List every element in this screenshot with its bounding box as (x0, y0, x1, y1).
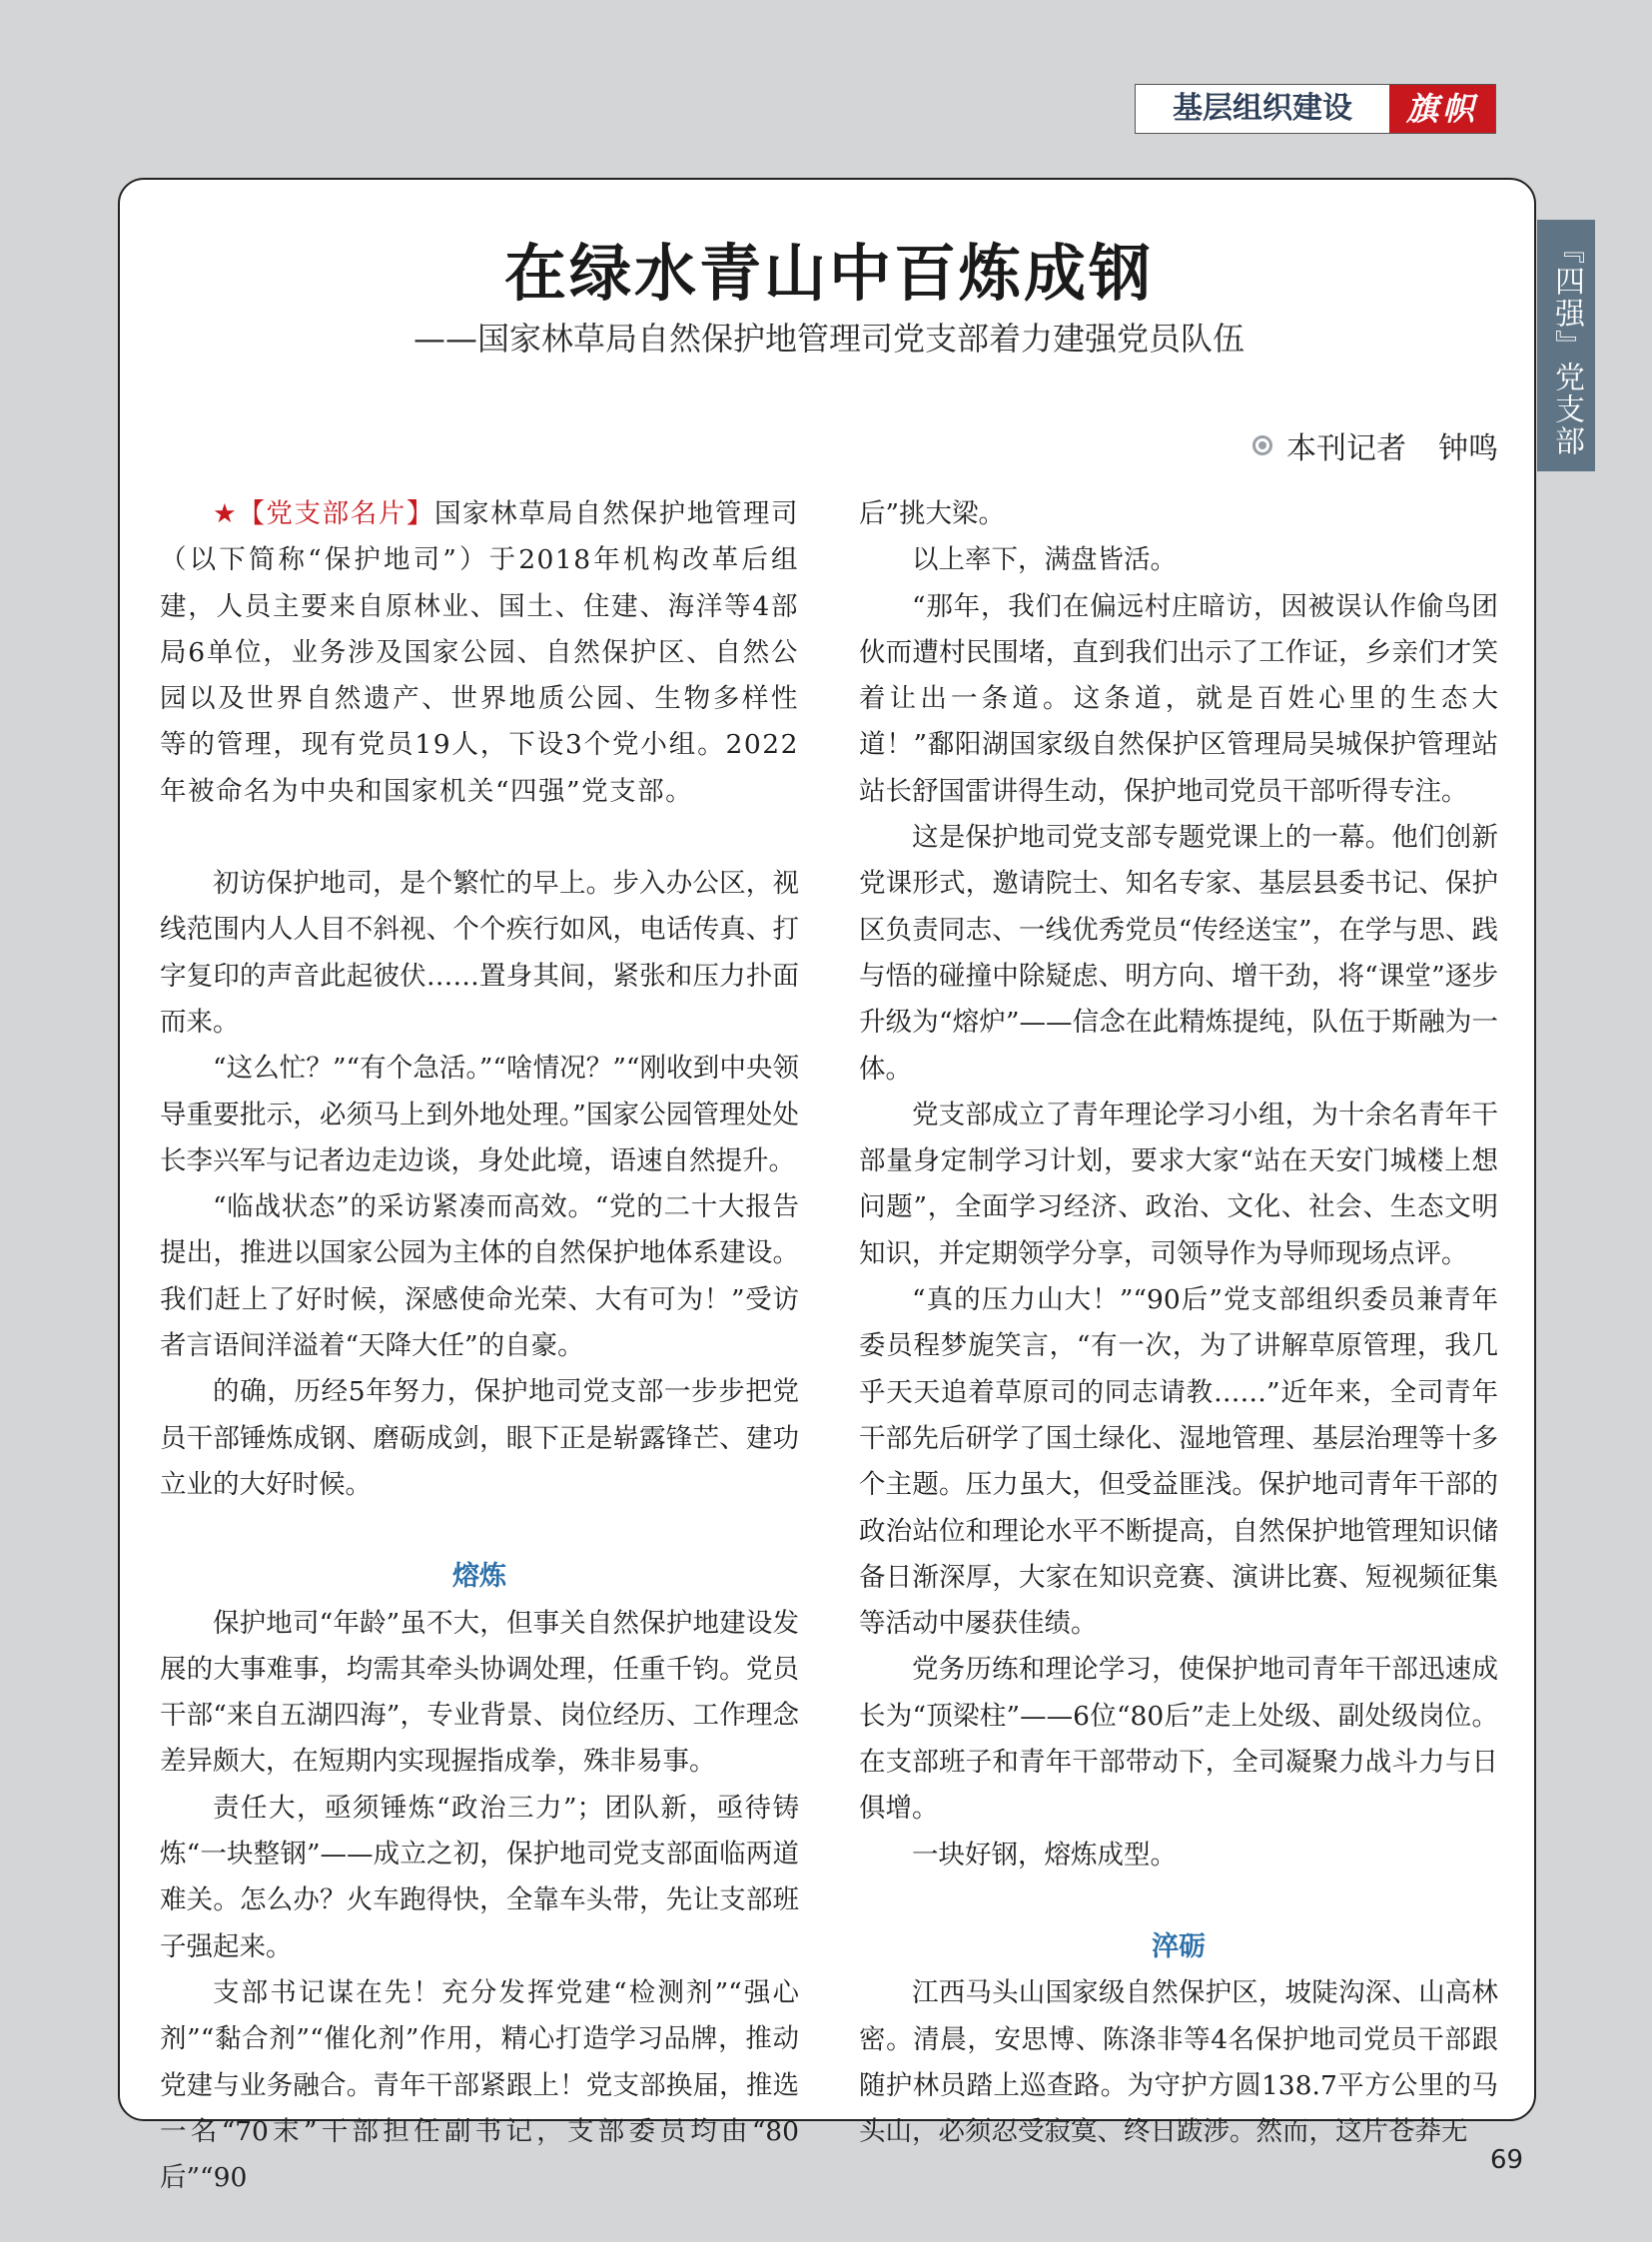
paragraph: 江西马头山国家级自然保护区，坡陡沟深、山高林密。清晨，安思博、陈涤非等4名保护地司党员干部跟随护林员踏上巡查路。为守护方圆138.7平方公里的马头山，必须忍受寂寞、终日跋涉。然而，这片苍莽无 (859, 1977, 1498, 2148)
article-title: 在绿水青山中百炼成钢 (503, 237, 1154, 310)
paragraph: “临战状态”的采访紧凑而高效。“党的二十大报告提出，推进以国家公园为主体的自然保护地体系建设。我们赶上了好时候，深感使命光荣、大有可为！”受访者言语间洋溢着“天降大任”的自豪。 (160, 1191, 799, 1362)
paragraph: 初访保护地司，是个繁忙的早上。步入办公区，视线范围内人人目不斜视、个个疾行如风，电话传真、打字复印的声音此起彼伏……置身其间，紧张和压力扑面而来。 (160, 868, 799, 1038)
side-category-tab: 『四强』党支部 (1537, 220, 1595, 471)
magazine-brand-logo: 旗帜 (1389, 85, 1495, 133)
paragraph: 支部书记谋在先！充分发挥党建“检测剂”“强心剂”“黏合剂”“催化剂”作用，精心打造学习品牌，推动党建与业务融合。青年干部紧跟上！党支部换届，推选一名“70末”干部担任副书记，支部委员均由“80后”“90 (160, 1976, 799, 2194)
byline-author: 钟鸣 (1438, 431, 1498, 466)
paragraph: 以上率下，满盘皆活。 (912, 544, 1177, 576)
section-title: 基层组织建设 (1173, 91, 1352, 126)
left-column (160, 491, 799, 2201)
article-subtitle: ——国家林草局自然保护地管理司党支部着力建强党员队伍 (413, 320, 1244, 358)
page-number: 69 (1490, 2145, 1524, 2175)
byline-role: 本刊记者 (1286, 431, 1406, 466)
paragraph: 的确，历经5年努力，保护地司党支部一步步把党员干部锤炼成钢、磨砺成剑，眼下正是崭露锋芒、建功立业的大好时候。 (160, 1376, 799, 1500)
paragraph: 一块好钢，熔炼成型。 (912, 1839, 1177, 1870)
paragraph: 保护地司“年龄”虽不大，但事关自然保护地建设发展的大事难事，均需其牵头协调处理，任重千钧。党员干部“来自五湖四海”，专业背景、岗位经历、工作理念差异颇大，在短期内实现握指成拳，殊非易事。 (160, 1607, 799, 1778)
paragraph: “那年，我们在偏远村庄暗访，因被误认作偷鸟团伙而遭村民围堵，直到我们出示了工作证，乡亲们才笑着让出一条道。这条道，就是百姓心里的生态大道！”鄱阳湖国家级自然保护区管理局吴城保护管理站站长舒国雷讲得生动，保护地司党员干部听得专注。 (859, 590, 1498, 807)
section-heading-smelting: 熔炼 (452, 1561, 506, 1593)
right-column (859, 491, 1498, 2155)
paragraph-continuation: 后”挑大梁。 (859, 498, 1006, 529)
paragraph: 责任大，亟须锤炼“政治三力”；团队新，亟待铸炼“一块整钢”——成立之初，保护地司党支部面临两道难关。怎么办？火车跑得快，全靠车头带，先让支部班子强起来。 (160, 1792, 799, 1962)
paragraph: 党务历练和理论学习，使保护地司青年干部迅速成长为“顶梁柱”——6位“80后”走上处级、副处级岗位。在支部班子和青年干部带动下，全司凝聚力战斗力与日俱增。 (859, 1654, 1498, 1825)
paragraph: “真的压力山大！”“90后”党支部组织委员兼青年委员程梦旎笑言，“有一次，为了讲解草原管理，我几乎天天追着草原司的同志请教……”近年来，全司青年干部先后研学了国土绿化、湿地管理、基层治理等十多个主题。压力虽大，但受益匪浅。保护地司青年干部的政治站位和理论水平不断提高，自然保护地管理知识储备日渐深厚，大家在知识竞赛、演讲比赛、短视频征集等活动中屡获佳绩。 (859, 1284, 1498, 1640)
byline-circle-icon (1252, 435, 1272, 455)
paragraph: 这是保护地司党支部专题党课上的一幕。他们创新党课形式，邀请院士、知名专家、基层县委书记、保护区负责同志、一线优秀党员“传经送宝”，在学与思、践与悟的碰撞中除疑虑、明方向、增干劲，将“课堂”逐步升级为“熔炉”——信念在此精炼提纯，队伍于斯融为一体。 (859, 822, 1498, 1085)
section-header-tag (1135, 84, 1496, 134)
branch-profile-text: 国家林草局自然保护地管理司（以下简称“保护地司”）于2018年机构改革后组建，人员主要来自原林业、国土、住建、海洋等4部局6单位，业务涉及国家公园、自然保护区、自然公园以及世界自然遗产、世界地质公园、生物多样性等的管理，现有党员19人，下设3个党小组。2022年被命名为中央和国家机关“四强”党支部。 (160, 498, 799, 807)
paragraph: “这么忙？”“有个急活。”“啥情况？”“刚收到中央领导重要批示，必须马上到外地处理。”国家公园管理处处长李兴军与记者边走边谈，身处此境，语速自然提升。 (160, 1053, 799, 1176)
paragraph: 党支部成立了青年理论学习小组，为十余名青年干部量身定制学习计划，要求大家“站在天安门城楼上想问题”，全面学习经济、政治、文化、社会、生态文明知识，并定期领学分享，司领导作为导师现场点评。 (859, 1099, 1498, 1269)
branch-profile-intro (160, 491, 799, 815)
byline (1252, 423, 1498, 467)
branch-profile-label: ★【党支部名片】 (213, 498, 434, 529)
section-heading-tempering: 淬砺 (1152, 1930, 1206, 1962)
